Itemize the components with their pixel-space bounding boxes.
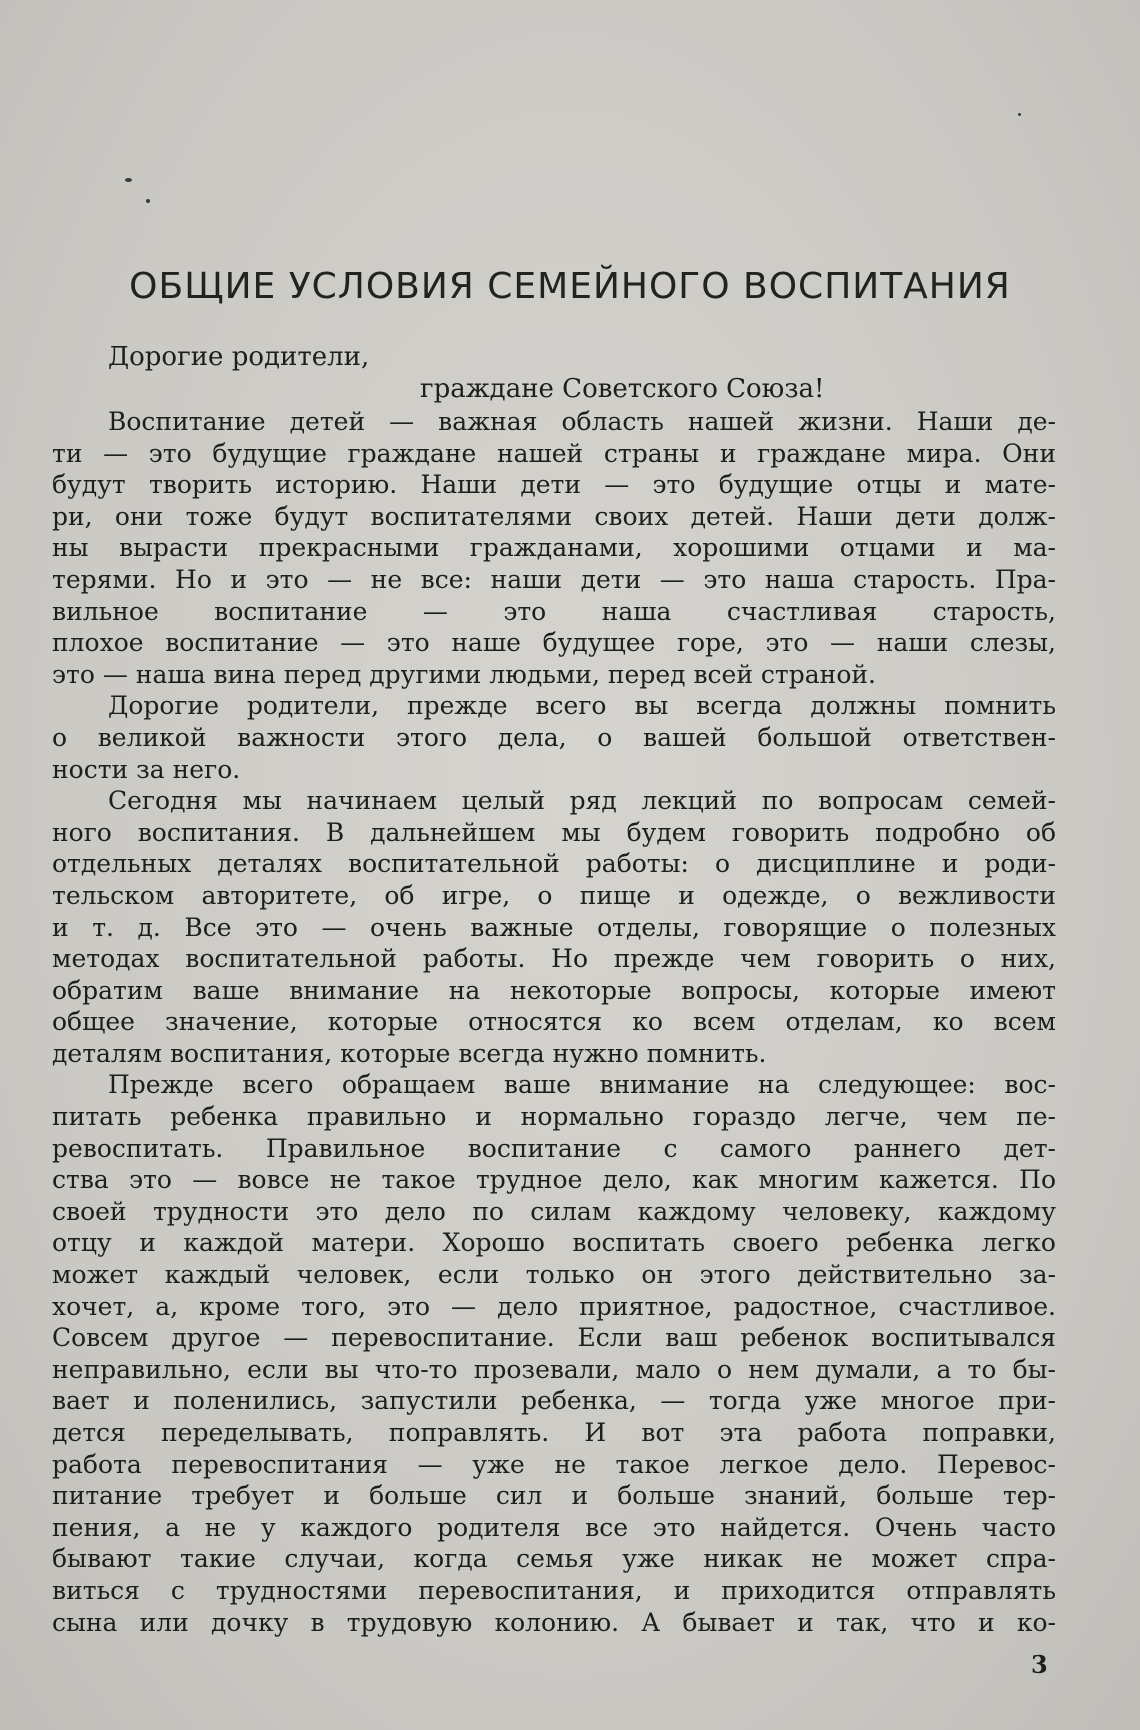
text-line: Сегодня мы начинаем целый ряд лекций по вопросам семей-: [108, 786, 1056, 816]
text-line: деталям воспитания, которые всегда нужно помнить.: [52, 1038, 767, 1068]
text-line: Прежде всего обращаем ваше внимание на следующее: вос-: [108, 1070, 1056, 1100]
text-line: о великой важности этого дела, о вашей большой ответствен-: [52, 722, 1056, 752]
text-line: пения, а не у каждого родителя все это найдется. Очень часто: [52, 1512, 1056, 1542]
text-line: работа перевоспитания — уже не такое легкое дело. Перевос-: [52, 1449, 1056, 1479]
ink-speck: [1018, 113, 1021, 116]
text-line: питание требует и больше сил и больше знаний, больше тер-: [52, 1481, 1056, 1511]
text-line: хочет, а, кроме того, это — дело приятное, радостное, счастливое.: [52, 1291, 1056, 1321]
text-line: тельском авторитете, об игре, о пище и одежде, о вежливости: [52, 880, 1056, 910]
text-line: вильное воспитание — это наша счастливая старость,: [52, 596, 1056, 626]
text-line: ства это — вовсе не такое трудное дело, как многим кажется. По: [52, 1165, 1056, 1195]
text-line: это — наша вина перед другими людьми, перед всей страной.: [52, 659, 876, 689]
text-line: Совсем другое — перевоспитание. Если ваш ребенок воспитывался: [52, 1323, 1056, 1353]
text-line: дется переделывать, поправлять. И вот эта работа поправки,: [52, 1418, 1056, 1447]
text-line: и т. д. Все это — очень важные отделы, говорящие о полезных: [52, 912, 1056, 942]
chapter-title: ОБЩИЕ УСЛОВИЯ СЕМЕЙНОГО ВОСПИТАНИЯ: [129, 266, 1011, 307]
text-line: ревоспитать. Правильное воспитание с самого раннего дет-: [52, 1133, 1056, 1163]
body-text: [52, 406, 1056, 1638]
text-line: отцу и каждой матери. Хорошо воспитать своего ребенка легко: [52, 1228, 1056, 1258]
text-line: виться с трудностями перевоспитания, и приходится отправлять: [52, 1575, 1056, 1605]
text-line: сына или дочку в трудовую колонию. А бывает и так, что и ко-: [52, 1607, 1056, 1637]
text-line: обратим ваше внимание на некоторые вопросы, которые имеют: [52, 975, 1056, 1005]
text-line: отдельных деталях воспитательной работы: о дисциплине и роди-: [52, 849, 1056, 879]
text-line: Воспитание детей — важная область нашей жизни. Наши де-: [108, 407, 1056, 436]
text-line: питать ребенка правильно и нормально гораздо легче, чем пе-: [52, 1102, 1056, 1132]
text-line: своей трудности это дело по силам каждому человеку, каждому: [52, 1196, 1056, 1226]
ink-speck: [146, 199, 150, 203]
text-line: вает и поленились, запустили ребенка, — тогда уже многое при-: [52, 1386, 1056, 1416]
text-line: терями. Но и это — не все: наши дети — это наша старость. Пра-: [52, 564, 1056, 594]
salutation-line-2: граждане Советского Союза!: [420, 374, 825, 404]
text-line: ти — это будущие граждане нашей страны и граждане мира. Они: [52, 438, 1056, 468]
text-line: ности за него.: [52, 754, 241, 784]
page-number: 3: [1031, 1650, 1048, 1679]
ink-speck: [125, 178, 132, 182]
text-line: может каждый человек, если только он этого действительно за-: [52, 1260, 1056, 1290]
text-line: методах воспитательной работы. Но прежде чем говорить о них,: [52, 944, 1056, 974]
text-line: будут творить историю. Наши дети — это будущие отцы и мате-: [52, 470, 1056, 500]
text-line: ны вырасти прекрасными гражданами, хорошими отцами и ма-: [52, 533, 1056, 563]
text-line: ного воспитания. В дальнейшем мы будем говорить подробно об: [52, 817, 1056, 847]
text-line: плохое воспитание — это наше будущее горе, это — наши слезы,: [52, 628, 1056, 658]
text-line: неправильно, если вы что-то прозевали, мало о нем думали, а то бы-: [52, 1354, 1056, 1384]
text-line: Дорогие родители, прежде всего вы всегда должны помнить: [108, 691, 1056, 721]
text-line: общее значение, которые относятся ко всем отделам, ко всем: [52, 1007, 1056, 1037]
text-line: ри, они тоже будут воспитателями своих детей. Наши дети долж-: [52, 501, 1056, 531]
text-line: бывают такие случаи, когда семья уже никак не может спра-: [52, 1544, 1056, 1574]
salutation-line-1: Дорогие родители,: [108, 342, 370, 372]
